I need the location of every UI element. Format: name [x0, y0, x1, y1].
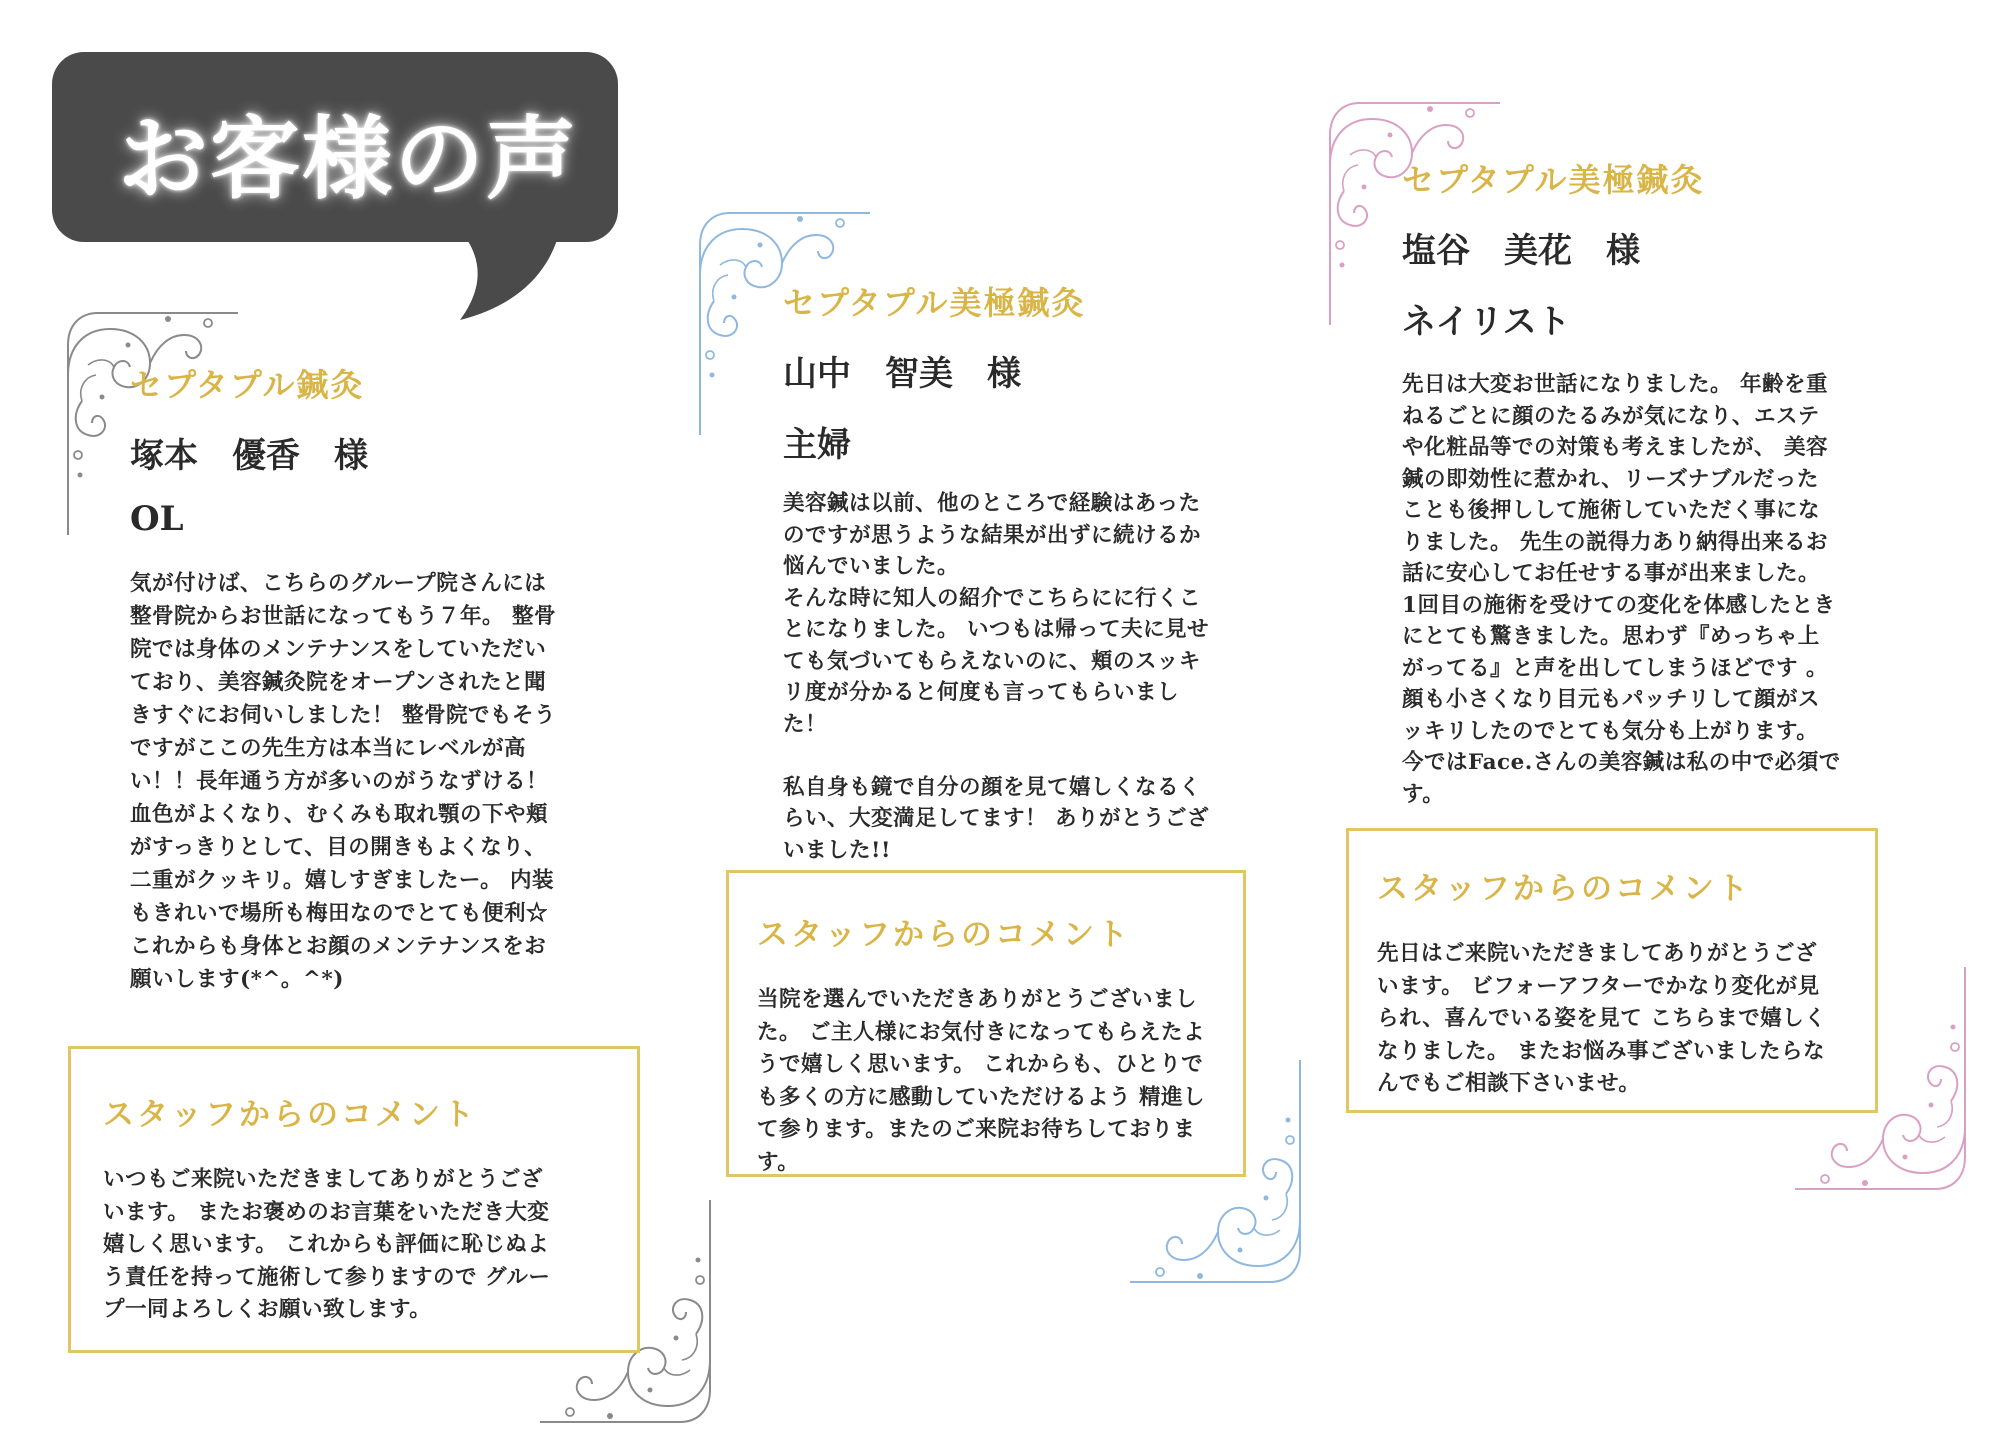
- staff-comment-title: スタッフからのコメント: [757, 917, 1131, 953]
- customer-occupation: 主婦: [783, 425, 851, 465]
- staff-comment-box: [1346, 828, 1878, 1113]
- course-name: セプタプル美極鍼灸: [783, 284, 1086, 322]
- page-title: お客様の声: [118, 107, 578, 212]
- course-name: セプタプル美極鍼灸: [1402, 161, 1705, 199]
- staff-comment-text: 当院を選んでいただきありがとうございまし た。 ご主人様にお気付きになってもらえたよ うで嬉しく思います。 これからも、ひとりで も多くの方に感動していただけるよう 精進し て参ります。またのご来院お待ちしておりま す。: [757, 987, 1205, 1175]
- staff-comment-text: いつもご来院いただきましてありがとうござ います。 またお褒めのお言葉をいただき大変 嬉しく思います。 これからも評価に恥じぬよ う責任を持って施術して参りますので グルー プ一同よろしくお願い致します。: [103, 1167, 551, 1322]
- customer-name: 山中 智美 様: [783, 354, 1021, 394]
- staff-comment-box: [68, 1046, 640, 1353]
- customer-occupation: OL: [130, 499, 184, 539]
- staff-comment-box: [726, 870, 1246, 1177]
- course-name: セプタプル鍼灸: [130, 366, 365, 404]
- customer-occupation: ネイリスト: [1402, 302, 1571, 342]
- testimonial-card: [783, 278, 1263, 866]
- testimonial-card: [130, 360, 630, 996]
- staff-comment-title: スタッフからのコメント: [103, 1097, 477, 1133]
- testimonial-text: 美容鍼は以前、他のところで経験はあった のですが思うような結果が出ずに続けるか 悩んでいました。 そんな時に知人の紹介でこちらにに行くこ とになりました。 いつもは帰って夫に見せ ても気づいてもらえないのに、頬のスッキ リ度が分かると何度も言ってもらいまし た！ 私自身も鏡で自分の顔を見て嬉しくなるく らい、大変満足してます！ ありがとうござ いました!!: [783, 491, 1209, 863]
- customer-name: 塚本 優香 様: [130, 436, 368, 476]
- testimonial-card: [1402, 155, 1872, 810]
- staff-comment-title: スタッフからのコメント: [1377, 871, 1751, 907]
- staff-comment-text: 先日はご来院いただきましてありがとうござ います。 ビフォーアフターでかなり変化が見 られ、喜んでいる姿を見て こちらまで嬉しく なりました。 またお悩み事ございましたらな んでもご相談下さいませ。: [1377, 941, 1827, 1096]
- speech-tail-icon: [440, 230, 590, 325]
- customer-name: 塩谷 美花 様: [1402, 231, 1640, 271]
- testimonial-text: 気が付けば、こちらのグループ院さんには 整骨院からお世話になってもう７年。 整骨 院では身体のメンテナンスをしていただい ており、美容鍼灸院をオープンされたと聞 きすぐにお伺いしました！ 整骨院でもそう ですがここの先生方は本当にレベルが高 い！！長年通う方が多いのがうなずける！ 血色がよくなり、むくみも取れ顎の下や頬 がすっきりとして、目の開きもよくなり、 二重がクッキリ。嬉しすぎましたー。 内装 もきれいで場所も梅田なのでとても便利☆ これからも身体とお顔のメンテナンスをお 願いします(*^。^*): [130, 571, 556, 992]
- testimonial-text: 先日は大変お世話になりました。 年齢を重 ねるごとに顔のたるみが気になり、エステ や化粧品等での対策も考えましたが、 美容 鍼の即効性に惹かれ、リーズナブルだった ことも後押しして施術していただく事にな りました。 先生の説得力あり納得出来るお 話に安心してお任せする事が出来ました。 1回目の施術を受けての変化を体感したとき にとても驚きました。思わず『めっちゃ上 がってる』と声を出してしまうほどです 。 顔も小さくなり目元もパッチリして顔がス ッキリしたのでとても気分も上がります。 今ではFace.さんの美容鍼は私の中で必須で す。: [1402, 372, 1841, 807]
